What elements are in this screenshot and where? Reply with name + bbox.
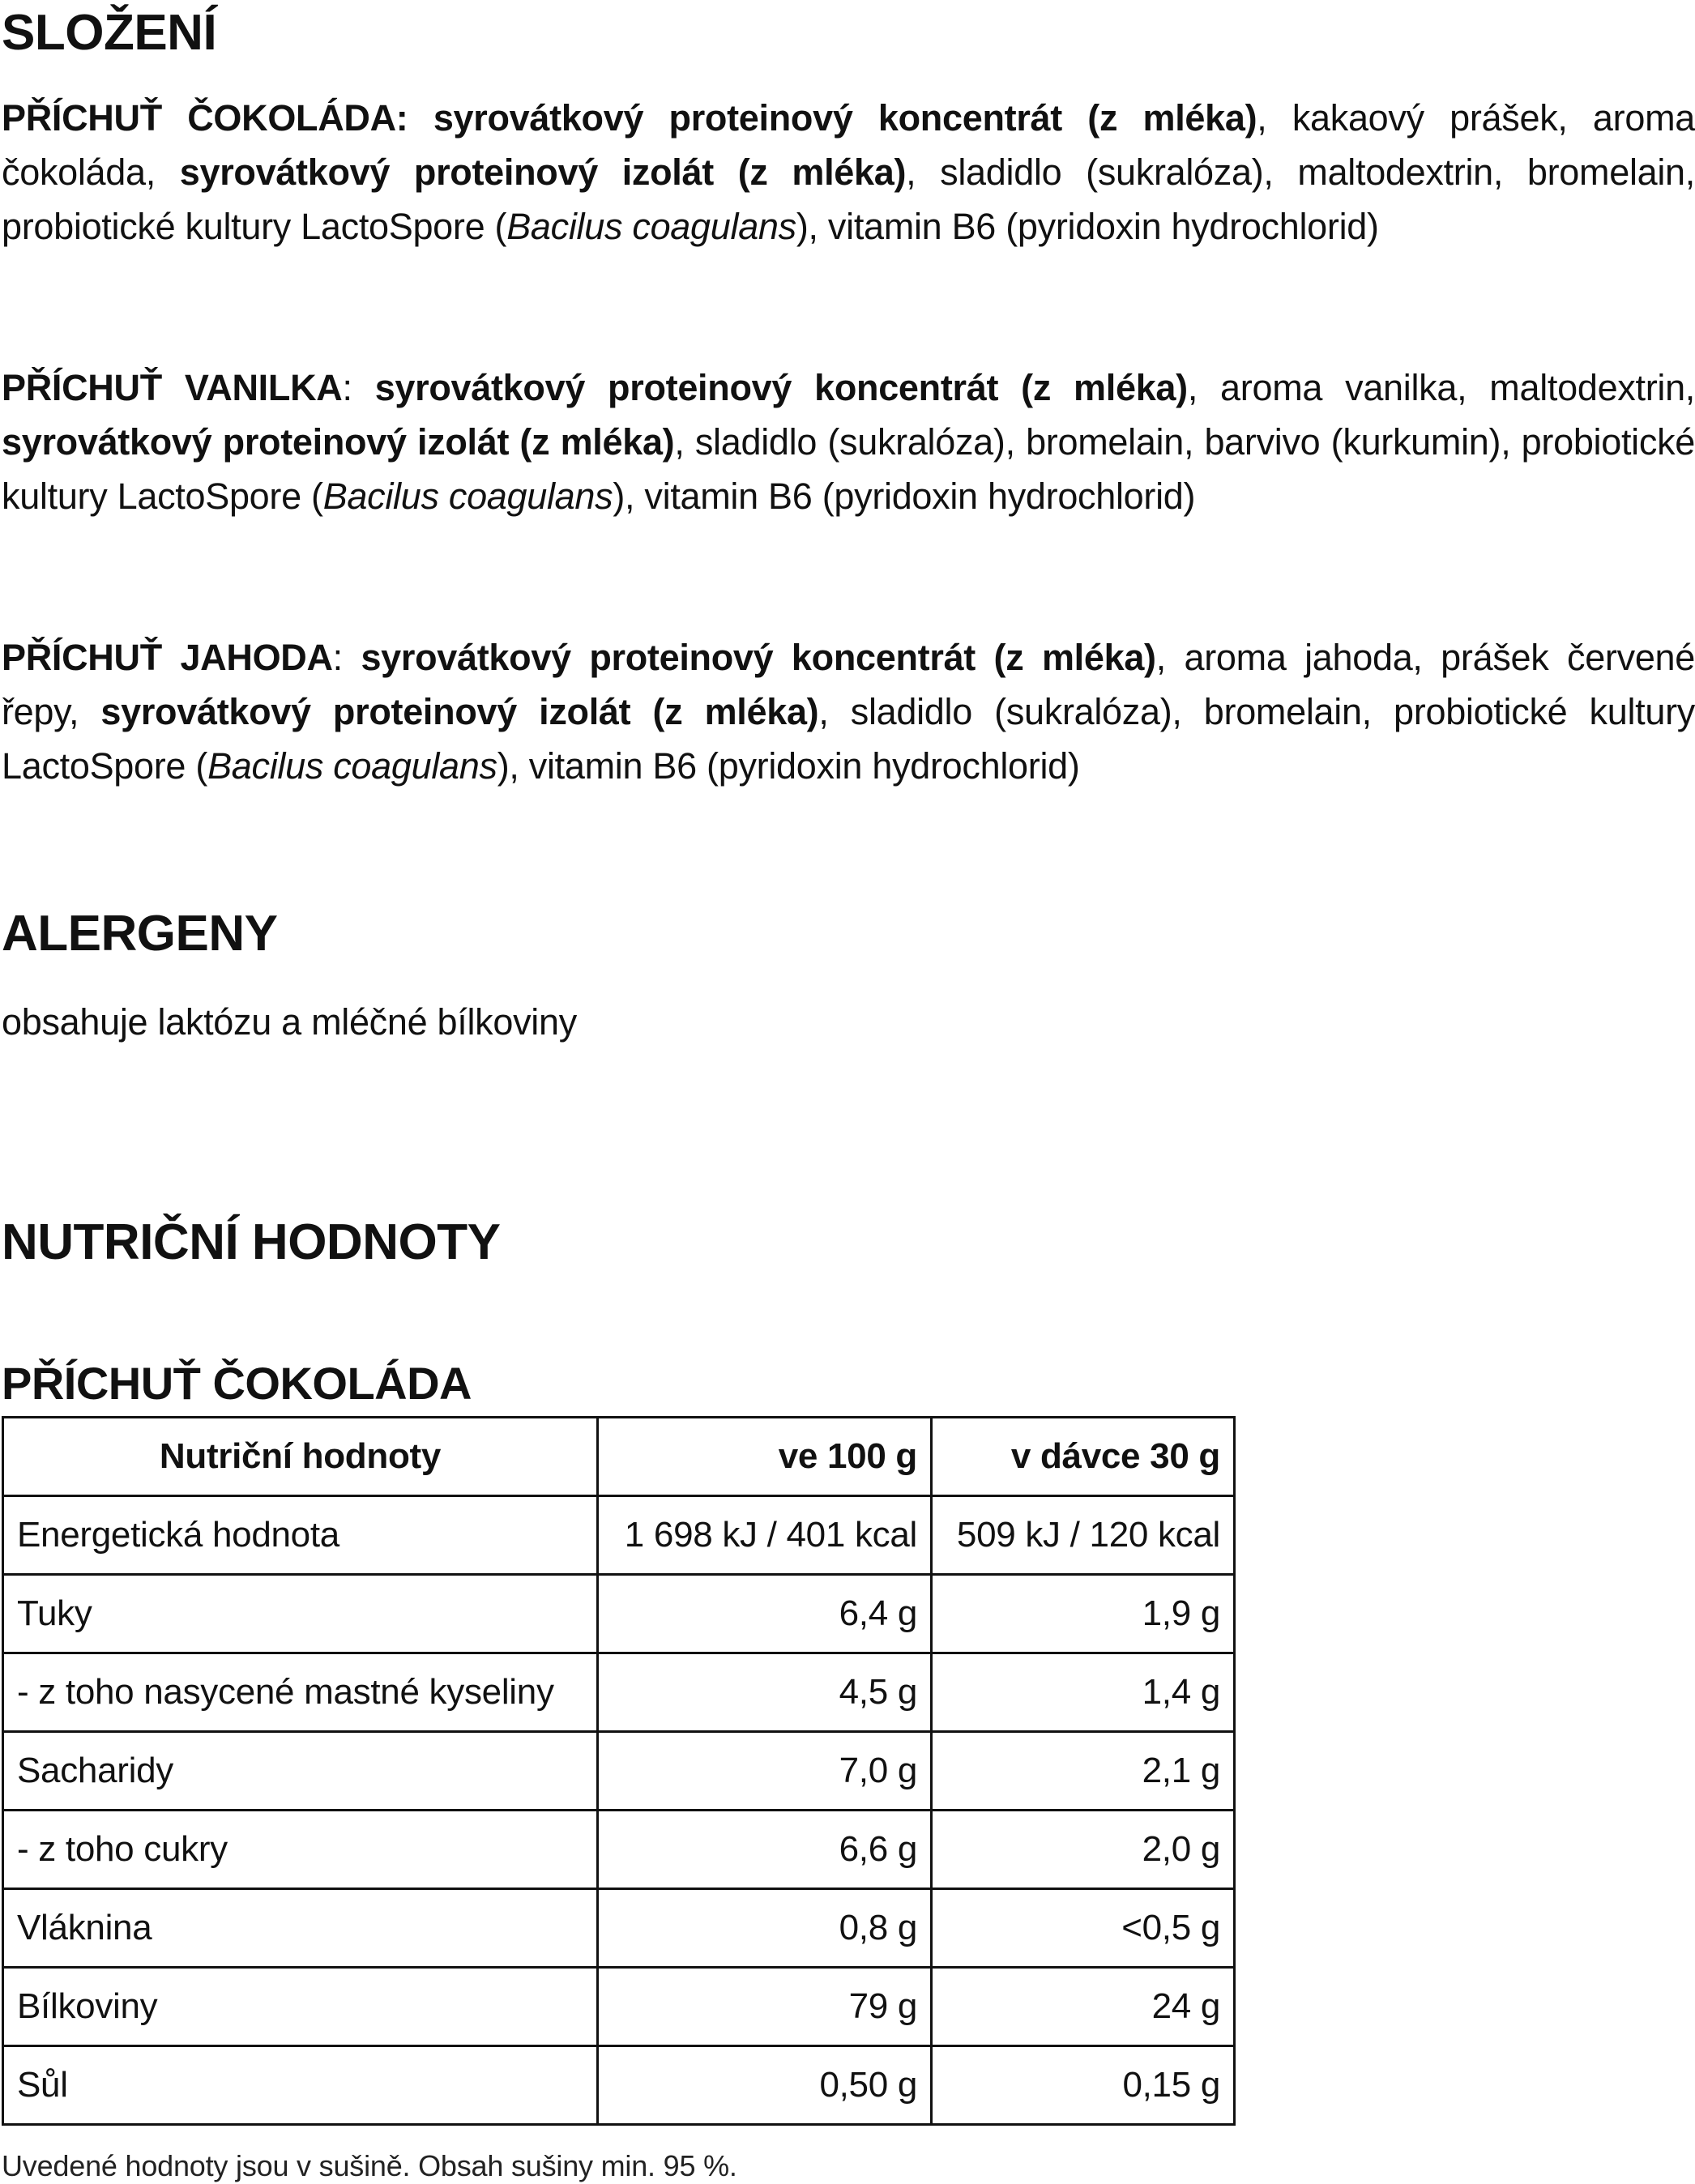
header-cell: Nutriční hodnoty bbox=[3, 1418, 598, 1496]
value-per-100g: 0,8 g bbox=[598, 1889, 932, 1968]
ingredients-text: ), vitamin B6 (pyridoxin hydrochlorid) bbox=[613, 476, 1196, 517]
species-name: Bacilus coagulans bbox=[207, 745, 497, 787]
nutrient-name: Energetická hodnota bbox=[3, 1496, 598, 1575]
footnote: Uvedené hodnoty jsou v sušině. Obsah sušiny min. 95 %. bbox=[2, 2149, 737, 2182]
value-per-serving: 1,4 g bbox=[932, 1653, 1235, 1732]
ingredients-text: , aroma jahoda, prášek červené řepy, bbox=[2, 637, 1695, 732]
flavor-label-cokolada: PŘÍCHUŤ ČOKOLÁDA: bbox=[2, 97, 433, 139]
nutrient-name: Tuky bbox=[3, 1575, 598, 1653]
value-per-100g: 6,6 g bbox=[598, 1811, 932, 1889]
ingredients-jahoda bbox=[2, 630, 1695, 793]
header-cell: ve 100 g bbox=[598, 1418, 932, 1496]
table-row bbox=[3, 1653, 1235, 1732]
nutrient-name: - z toho cukry bbox=[3, 1811, 598, 1889]
table-row bbox=[3, 1496, 1235, 1575]
flavor-subheading: PŘÍCHUŤ ČOKOLÁDA bbox=[2, 1358, 472, 1409]
allergen-concentrate: syrovátkový proteinový koncentrát (z mléka) bbox=[374, 367, 1188, 408]
value-per-100g: 7,0 g bbox=[598, 1732, 932, 1811]
flavor-label-vanilka: PŘÍCHUŤ VANILKA bbox=[2, 367, 343, 408]
ingredients-text: , sladidlo (sukralóza), bromelain, barvivo (kurkumin), probiotické kultury LactoSpore ( bbox=[2, 421, 1695, 517]
table-row bbox=[3, 1732, 1235, 1811]
nutricni-heading: NUTRIČNÍ HODNOTY bbox=[2, 1214, 501, 1270]
nutrient-name: Sacharidy bbox=[3, 1732, 598, 1811]
table-header-row bbox=[3, 1418, 1235, 1496]
table-row bbox=[3, 1575, 1235, 1653]
species-name: Bacilus coagulans bbox=[506, 206, 796, 247]
ingredients-text: , kakaový prášek, aroma čokoláda, bbox=[2, 97, 1695, 193]
nutrient-name: Sůl bbox=[3, 2046, 598, 2125]
ingredients-text: , aroma vanilka, maltodextrin, bbox=[1187, 367, 1695, 408]
allergen-isolate: syrovátkový proteinový izolát (z mléka) bbox=[179, 151, 907, 193]
header-cell: v dávce 30 g bbox=[932, 1418, 1235, 1496]
value-per-100g: 6,4 g bbox=[598, 1575, 932, 1653]
value-per-100g: 79 g bbox=[598, 1968, 932, 2046]
nutrition-table bbox=[2, 1416, 1236, 2126]
value-per-100g: 1 698 kJ / 401 kcal bbox=[598, 1496, 932, 1575]
ingredients-text: , sladidlo (sukralóza), maltodextrin, bromelain, probiotické kultury LactoSpore ( bbox=[2, 151, 1695, 247]
table-row bbox=[3, 1811, 1235, 1889]
ingredients-text: ), vitamin B6 (pyridoxin hydrochlorid) bbox=[497, 745, 1080, 787]
table-row bbox=[3, 2046, 1235, 2125]
ingredients-text: , sladidlo (sukralóza), bromelain, probiotické kultury LactoSpore ( bbox=[2, 691, 1695, 787]
flavor-label-jahoda: PŘÍCHUŤ JAHODA bbox=[2, 637, 333, 678]
table-row bbox=[3, 1889, 1235, 1968]
value-per-serving: <0,5 g bbox=[932, 1889, 1235, 1968]
table-row bbox=[3, 1968, 1235, 2046]
value-per-100g: 4,5 g bbox=[598, 1653, 932, 1732]
allergen-concentrate: syrovátkový proteinový koncentrát (z mléka) bbox=[433, 97, 1257, 139]
allergen-concentrate: syrovátkový proteinový koncentrát (z mléka) bbox=[361, 637, 1156, 678]
nutrient-name: Bílkoviny bbox=[3, 1968, 598, 2046]
species-name: Bacilus coagulans bbox=[322, 476, 613, 517]
value-per-serving: 1,9 g bbox=[932, 1575, 1235, 1653]
alergeny-text: obsahuje laktózu a mléčné bílkoviny bbox=[2, 1001, 577, 1043]
label-colon: : bbox=[342, 367, 375, 408]
nutrient-name: Vláknina bbox=[3, 1889, 598, 1968]
value-per-serving: 24 g bbox=[932, 1968, 1235, 2046]
ingredients-text: ), vitamin B6 (pyridoxin hydrochlorid) bbox=[796, 206, 1379, 247]
nutrient-name: - z toho nasycené mastné kyseliny bbox=[3, 1653, 598, 1732]
allergen-isolate: syrovátkový proteinový izolát (z mléka) bbox=[2, 421, 675, 463]
slozeni-heading: SLOŽENÍ bbox=[2, 5, 217, 61]
ingredients-cokolada bbox=[2, 91, 1695, 254]
ingredients-vanilka bbox=[2, 360, 1695, 523]
label-colon: : bbox=[332, 637, 361, 678]
value-per-serving: 2,1 g bbox=[932, 1732, 1235, 1811]
value-per-100g: 0,50 g bbox=[598, 2046, 932, 2125]
allergen-isolate: syrovátkový proteinový izolát (z mléka) bbox=[100, 691, 819, 732]
value-per-serving: 509 kJ / 120 kcal bbox=[932, 1496, 1235, 1575]
value-per-serving: 2,0 g bbox=[932, 1811, 1235, 1889]
value-per-serving: 0,15 g bbox=[932, 2046, 1235, 2125]
alergeny-heading: ALERGENY bbox=[2, 906, 278, 962]
